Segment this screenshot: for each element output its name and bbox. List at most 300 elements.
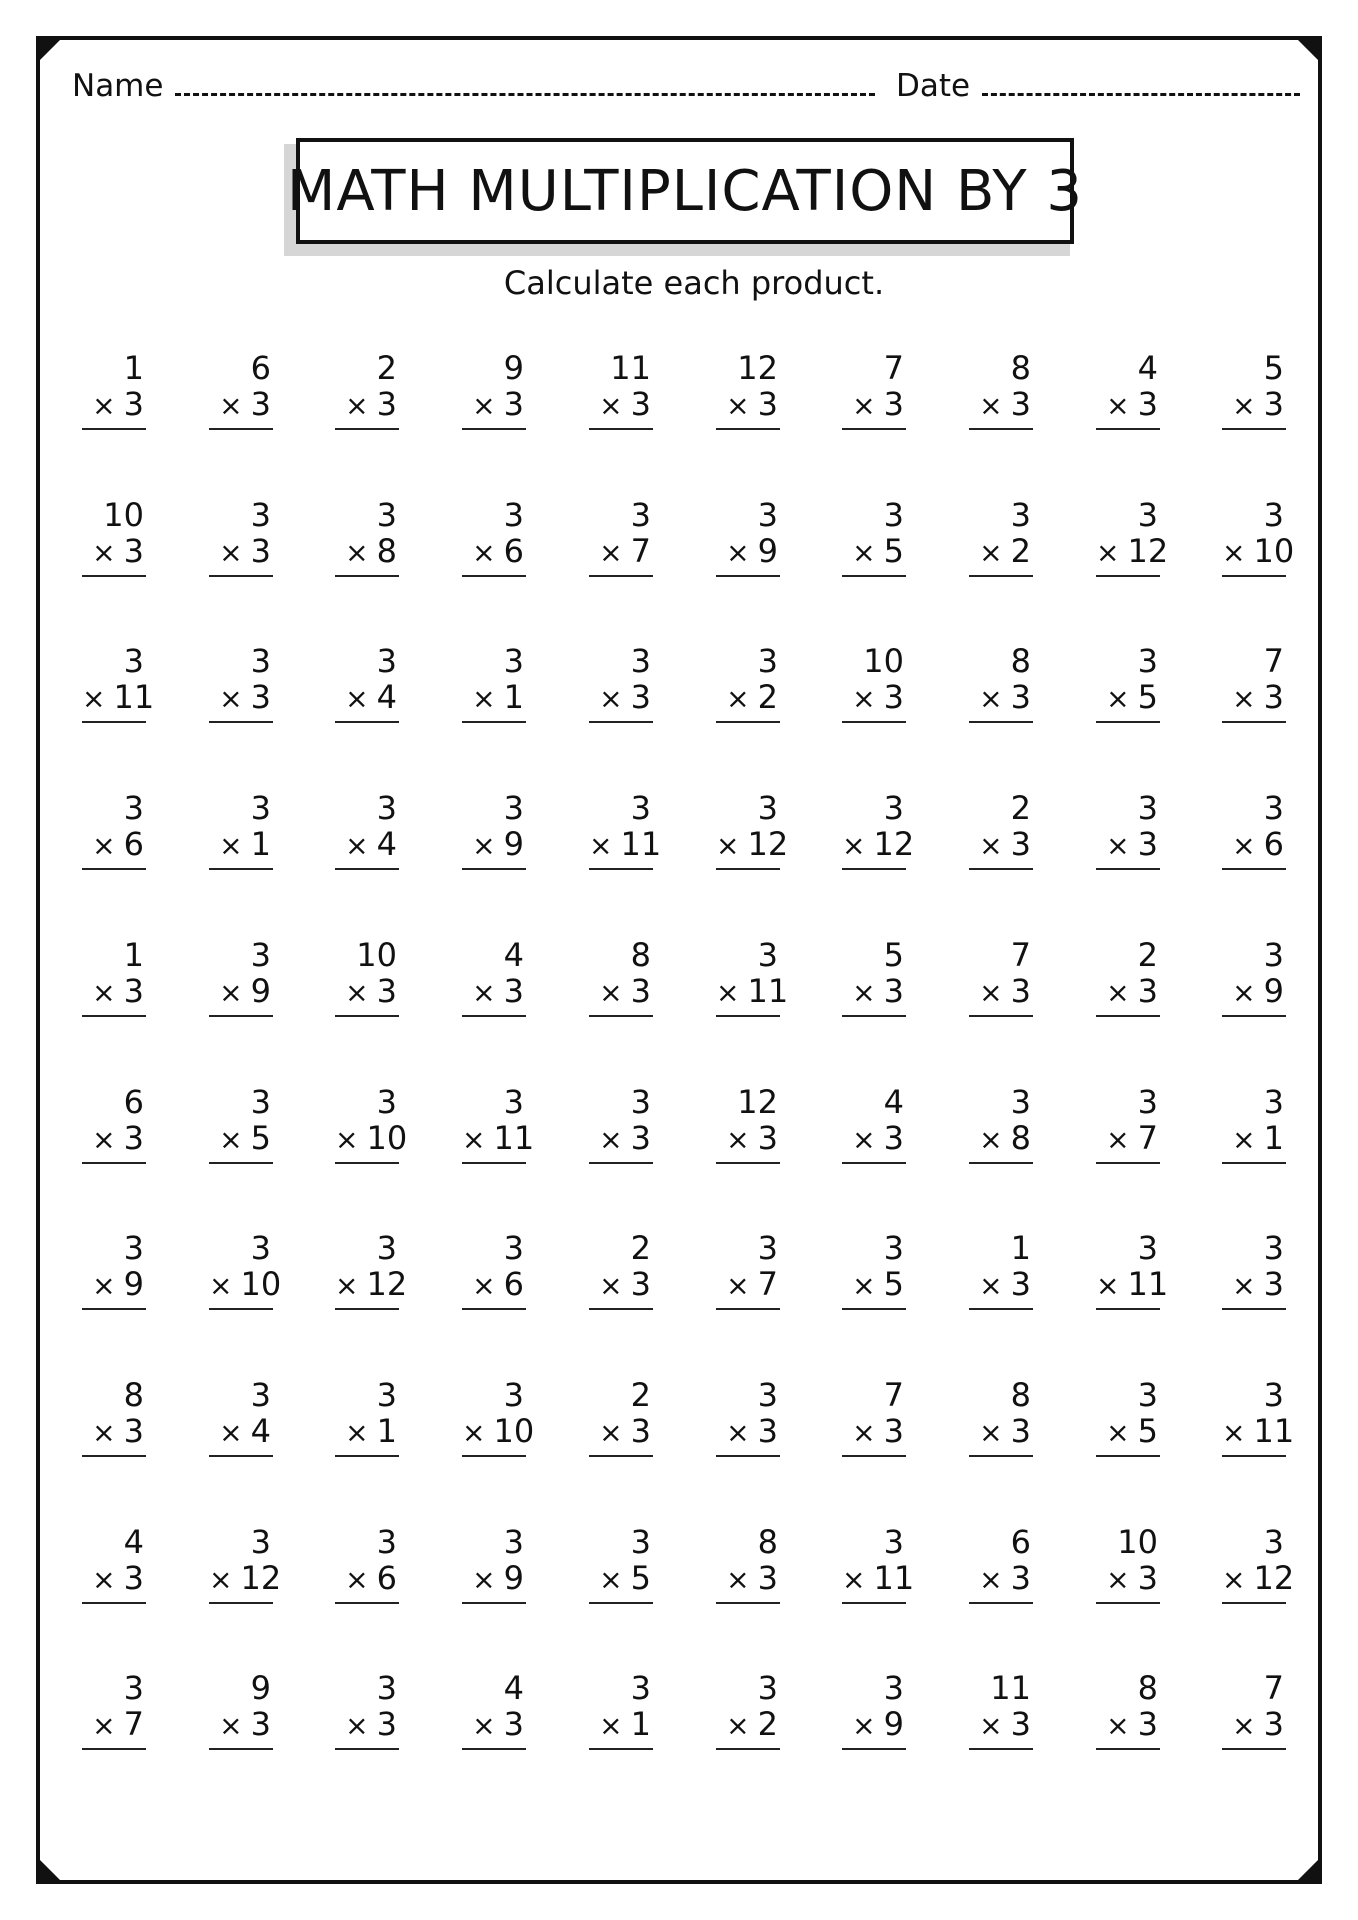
times-sign: × [599,1563,623,1596]
multiplicand: 8 [630,936,651,974]
answer-line[interactable] [1222,1015,1286,1017]
answer-line[interactable] [716,428,780,430]
answer-line[interactable] [335,1455,399,1457]
times-sign: × [726,1269,750,1302]
answer-line[interactable] [209,1308,273,1310]
problem-71 [82,1377,146,1457]
times-sign: × [1106,1709,1130,1742]
multiplicand: 3 [630,642,651,680]
answer-line[interactable] [1222,428,1286,430]
answer-line[interactable] [589,1455,653,1457]
answer-line[interactable] [1096,868,1160,870]
problem-49 [1096,937,1160,1017]
multiplicand: 3 [1263,1083,1284,1121]
answer-line[interactable] [969,1308,1033,1310]
multiplier-line [209,826,273,862]
multiplicand: 4 [503,936,524,974]
times-sign: × [92,1563,116,1596]
answer-line[interactable] [82,428,146,430]
multiplier-line [462,386,526,422]
answer-line[interactable] [462,1602,526,1604]
multiplier-line [589,533,653,569]
multiplier-line [842,1266,906,1302]
times-sign: × [726,1563,750,1596]
multiplier: 1 [630,1705,651,1743]
times-sign: × [1232,1269,1256,1302]
answer-line[interactable] [842,1162,906,1164]
answer-line[interactable] [842,1748,906,1750]
answer-line[interactable] [462,1162,526,1164]
times-sign: × [219,1123,243,1156]
times-sign: × [219,536,243,569]
multiplier-line [462,1266,526,1302]
times-sign: × [219,682,243,715]
problem-9 [1096,350,1160,430]
multiplier-line [589,679,653,715]
answer-line[interactable] [82,1455,146,1457]
answer-line[interactable] [716,575,780,577]
times-sign: × [92,1709,116,1742]
multiplicand: 3 [250,1376,271,1414]
multiplicand: 8 [1010,1376,1031,1414]
multiplier-line [209,1559,282,1597]
multiplier: 5 [1137,678,1158,716]
times-sign: × [852,1123,876,1156]
multiplier: 3 [376,1705,397,1743]
answer-line[interactable] [462,1455,526,1457]
problem-74 [462,1376,535,1457]
answer-line[interactable] [335,721,399,723]
answer-line[interactable] [462,1308,526,1310]
multiplicand: 3 [376,1523,397,1561]
times-sign: × [852,389,876,422]
problem-12 [209,497,273,577]
answer-line[interactable] [335,1748,399,1750]
multiplier-line [1096,973,1160,1009]
multiplier: 7 [630,532,651,570]
multiplier: 12 [1127,532,1169,570]
problem-92 [209,1670,273,1750]
multiplier-line [1222,679,1286,715]
problem-37 [842,789,915,870]
multiplier: 3 [883,972,904,1010]
answer-line[interactable] [1096,1015,1160,1017]
problem-84 [462,1524,526,1604]
times-sign: × [979,976,1003,1009]
answer-line[interactable] [462,1748,526,1750]
multiplier-line [335,533,399,569]
answer-line[interactable] [82,1015,146,1017]
multiplicand: 3 [250,1083,271,1121]
answer-line[interactable] [82,1308,146,1310]
times-sign: × [345,1709,369,1742]
answer-line[interactable] [842,721,906,723]
problem-26 [716,643,780,723]
answer-line[interactable] [716,1748,780,1750]
multiplier-line [462,1119,535,1157]
multiplicand: 3 [883,1229,904,1267]
answer-line[interactable] [969,428,1033,430]
times-sign: × [599,1416,623,1449]
multiplier: 6 [123,825,144,863]
answer-line[interactable] [716,1308,780,1310]
answer-line[interactable] [1096,428,1160,430]
answer-line[interactable] [1096,575,1160,577]
date-field[interactable] [896,68,1300,104]
answer-line[interactable] [462,575,526,577]
answer-line[interactable] [1096,1602,1160,1604]
multiplier: 1 [1263,1119,1284,1157]
multiplier-line [589,1266,653,1302]
multiplier: 12 [1253,1559,1295,1597]
multiplier-line [842,533,906,569]
multiplier-line [462,1412,535,1450]
multiplier: 10 [366,1119,408,1157]
multiplier-line [1096,826,1160,862]
problem-1 [82,350,146,430]
multiplicand: 8 [1010,349,1031,387]
problem-46 [716,936,789,1017]
answer-line[interactable] [842,428,906,430]
problem-58 [969,1084,1033,1164]
answer-line[interactable] [716,1455,780,1457]
answer-line[interactable] [589,1748,653,1750]
answer-line[interactable] [209,428,273,430]
multiplier: 6 [376,1559,397,1597]
multiplier: 9 [503,1559,524,1597]
times-sign: × [599,1123,623,1156]
times-sign: × [1106,389,1130,422]
answer-line[interactable] [1096,1455,1160,1457]
multiplier: 3 [1010,1559,1031,1597]
times-sign: × [979,389,1003,422]
answer-line[interactable] [589,575,653,577]
date-label: Date [896,68,971,104]
multiplier: 3 [1010,972,1031,1010]
multiplier: 3 [1137,972,1158,1010]
answer-line[interactable] [209,1748,273,1750]
times-sign: × [1106,1416,1130,1449]
times-sign: × [92,1416,116,1449]
times-sign: × [345,536,369,569]
multiplier: 2 [757,1705,778,1743]
corner-decoration [36,36,64,64]
multiplicand: 3 [376,496,397,534]
multiplier: 7 [757,1265,778,1303]
multiplier-line [716,972,789,1010]
answer-line[interactable] [1222,1455,1286,1457]
multiplier-line [209,1120,273,1156]
answer-line[interactable] [969,1015,1033,1017]
problem-16 [716,497,780,577]
problem-28 [969,643,1033,723]
answer-line[interactable] [462,721,526,723]
name-label: Name [72,68,164,104]
problem-41 [82,937,146,1017]
worksheet-title: MATH MULTIPLICATION BY 3 [296,138,1074,244]
multiplier-line [335,1560,399,1596]
times-sign: × [979,1269,1003,1302]
answer-line[interactable] [969,575,1033,577]
multiplier-line [1222,1412,1295,1450]
answer-line[interactable] [589,1015,653,1017]
multiplicand: 5 [883,936,904,974]
answer-line[interactable] [969,1602,1033,1604]
problem-82 [209,1523,282,1604]
answer-line[interactable] [335,1308,399,1310]
answer-line[interactable] [969,1162,1033,1164]
multiplier-line [969,1266,1033,1302]
multiplicand: 3 [1263,1523,1284,1561]
problem-97 [842,1670,906,1750]
times-sign: × [472,1563,496,1596]
answer-line[interactable] [1222,1162,1286,1164]
multiplier: 3 [883,678,904,716]
multiplicand: 3 [883,1669,904,1707]
problem-99 [1096,1670,1160,1750]
answer-line[interactable] [209,575,273,577]
multiplier: 3 [123,1559,144,1597]
multiplicand: 3 [1137,789,1158,827]
multiplier: 1 [503,678,524,716]
answer-line[interactable] [1096,721,1160,723]
multiplicand: 3 [503,1083,524,1121]
times-sign: × [335,1123,359,1156]
answer-line[interactable] [209,1455,273,1457]
answer-line[interactable] [969,1455,1033,1457]
problem-65 [589,1230,653,1310]
problem-54 [462,1083,535,1164]
problem-36 [716,789,789,870]
answer-line[interactable] [1222,721,1286,723]
answer-line[interactable] [1096,1748,1160,1750]
answer-line[interactable] [462,428,526,430]
answer-line[interactable] [1222,575,1286,577]
multiplicand: 3 [123,1229,144,1267]
multiplier: 1 [250,825,271,863]
times-sign: × [599,389,623,422]
multiplier: 11 [1127,1265,1169,1303]
times-sign: × [979,1123,1003,1156]
answer-line[interactable] [335,1015,399,1017]
name-field[interactable] [72,68,875,104]
multiplier-line [1096,386,1160,422]
answer-line[interactable] [969,868,1033,870]
multiplier: 3 [123,972,144,1010]
times-sign: × [92,389,116,422]
answer-line[interactable] [209,1015,273,1017]
answer-line[interactable] [842,1308,906,1310]
name-blank[interactable] [175,73,875,96]
multiplier-line [82,386,146,422]
answer-line[interactable] [462,868,526,870]
multiplier-line [82,826,146,862]
problem-76 [716,1377,780,1457]
answer-line[interactable] [82,575,146,577]
problem-15 [589,497,653,577]
multiplier: 3 [883,385,904,423]
problem-93 [335,1670,399,1750]
answer-line[interactable] [1222,868,1286,870]
answer-line[interactable] [589,721,653,723]
times-sign: × [726,682,750,715]
multiplicand: 2 [1010,789,1031,827]
answer-line[interactable] [462,1015,526,1017]
multiplicand: 11 [990,1669,1031,1707]
multiplier: 3 [503,1705,524,1743]
answer-line[interactable] [969,721,1033,723]
answer-line[interactable] [589,868,653,870]
answer-line[interactable] [842,1455,906,1457]
answer-line[interactable] [589,1162,653,1164]
answer-line[interactable] [589,428,653,430]
multiplier: 3 [376,385,397,423]
answer-line[interactable] [209,721,273,723]
multiplicand: 7 [1263,1669,1284,1707]
multiplier-line [335,1413,399,1449]
problem-57 [842,1084,906,1164]
multiplicand: 1 [123,349,144,387]
multiplicand: 8 [123,1376,144,1414]
answer-line[interactable] [82,1162,146,1164]
times-sign: × [92,536,116,569]
multiplier-line [209,1265,282,1303]
answer-line[interactable] [335,1602,399,1604]
multiplicand: 3 [757,789,778,827]
problem-18 [969,497,1033,577]
problem-3 [335,350,399,430]
answer-line[interactable] [335,868,399,870]
multiplier-line [1222,1706,1286,1742]
problem-24 [462,643,526,723]
answer-line[interactable] [716,1602,780,1604]
problem-4 [462,350,526,430]
times-sign: × [599,682,623,715]
answer-line[interactable] [1096,1162,1160,1164]
problem-32 [209,790,273,870]
multiplier: 11 [1253,1412,1295,1450]
multiplier: 3 [1263,1265,1284,1303]
multiplier: 3 [630,678,651,716]
answer-line[interactable] [335,1162,399,1164]
times-sign: × [1222,536,1246,569]
multiplier-line [842,386,906,422]
problem-87 [842,1523,915,1604]
answer-line[interactable] [1096,1308,1160,1310]
problem-19 [1096,496,1169,577]
times-sign: × [599,1709,623,1742]
multiplier-line [209,533,273,569]
times-sign: × [345,1563,369,1596]
answer-line[interactable] [589,1308,653,1310]
multiplier-line [589,973,653,1009]
problem-5 [589,350,653,430]
times-sign: × [852,536,876,569]
problem-40 [1222,790,1286,870]
answer-line[interactable] [82,1602,146,1604]
answer-line[interactable] [716,1015,780,1017]
multiplier: 3 [1263,678,1284,716]
problem-14 [462,497,526,577]
multiplier-line [969,1560,1033,1596]
answer-line[interactable] [335,575,399,577]
multiplicand: 3 [250,642,271,680]
times-sign: × [472,536,496,569]
answer-line[interactable] [209,1602,273,1604]
problem-33 [335,790,399,870]
answer-line[interactable] [589,1602,653,1604]
multiplicand: 3 [250,1229,271,1267]
answer-line[interactable] [82,721,146,723]
times-sign: × [209,1269,233,1302]
answer-line[interactable] [82,868,146,870]
multiplicand: 2 [1137,936,1158,974]
multiplier: 3 [1263,385,1284,423]
answer-line[interactable] [716,721,780,723]
answer-line[interactable] [842,1602,906,1604]
multiplicand: 3 [1137,642,1158,680]
multiplier: 3 [630,1265,651,1303]
multiplier: 4 [250,1412,271,1450]
answer-line[interactable] [1222,1308,1286,1310]
answer-line[interactable] [1222,1602,1286,1604]
problem-25 [589,643,653,723]
multiplier-line [335,386,399,422]
multiplier-line [462,533,526,569]
answer-line[interactable] [209,868,273,870]
multiplier: 3 [503,972,524,1010]
multiplicand: 3 [1137,496,1158,534]
multiplier: 3 [1137,1559,1158,1597]
problem-31 [82,790,146,870]
answer-line[interactable] [1222,1748,1286,1750]
multiplier: 3 [630,1119,651,1157]
multiplicand: 3 [250,789,271,827]
answer-line[interactable] [842,575,906,577]
multiplicand: 8 [757,1523,778,1561]
problem-81 [82,1524,146,1604]
problem-11 [82,497,146,577]
multiplier-line [716,1266,780,1302]
answer-line[interactable] [209,1162,273,1164]
answer-line[interactable] [716,868,780,870]
multiplier-line [842,1120,906,1156]
answer-line[interactable] [842,868,906,870]
multiplicand: 10 [356,936,397,974]
multiplier: 3 [1010,1705,1031,1743]
multiplicand: 3 [123,1669,144,1707]
multiplicand: 3 [757,1669,778,1707]
multiplier-line [335,973,399,1009]
multiplier-line [716,533,780,569]
multiplier: 3 [883,1119,904,1157]
answer-line[interactable] [969,1748,1033,1750]
times-sign: × [726,389,750,422]
times-sign: × [1106,1563,1130,1596]
multiplier: 6 [503,1265,524,1303]
answer-line[interactable] [82,1748,146,1750]
date-blank[interactable] [982,73,1300,96]
answer-line[interactable] [335,428,399,430]
answer-line[interactable] [716,1162,780,1164]
problem-61 [82,1230,146,1310]
multiplicand: 3 [757,1376,778,1414]
multiplier: 3 [250,532,271,570]
multiplier-line [716,1120,780,1156]
times-sign: × [462,1123,486,1156]
answer-line[interactable] [842,1015,906,1017]
multiplier-line [462,679,526,715]
